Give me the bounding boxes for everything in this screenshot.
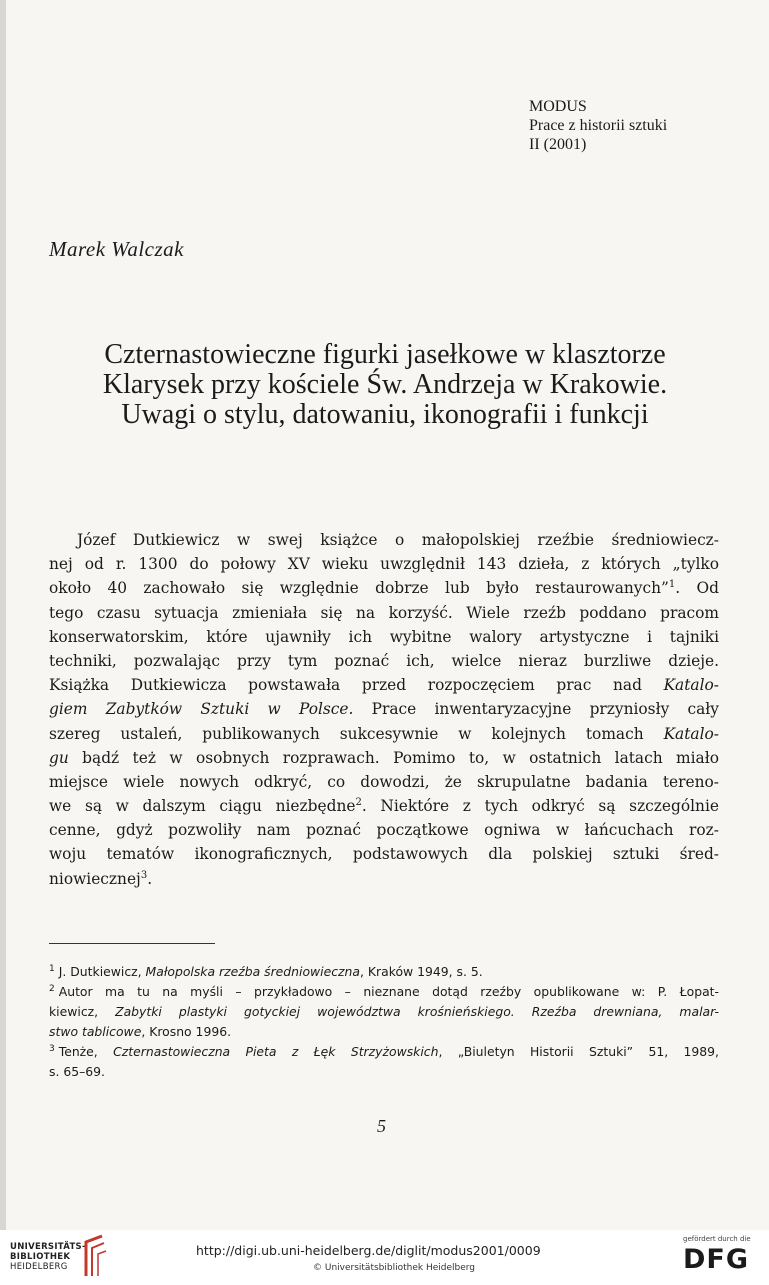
- article-title: [40, 340, 730, 430]
- library-logo[interactable]: [10, 1242, 86, 1272]
- dfg-logo[interactable]: DFG: [683, 1244, 750, 1275]
- library-emblem-icon: [82, 1234, 108, 1278]
- footnote-3-cont: s. 65–69.: [49, 1064, 105, 1079]
- author-name: Marek Walczak: [49, 237, 184, 261]
- journal-volume: II (2001): [529, 136, 587, 153]
- footnote-2-cont: stwo tablicowe, Krosno 1996.: [49, 1024, 232, 1039]
- journal-name: MODUS: [529, 98, 587, 115]
- body-line: gu bądź też w osobnych rozprawach. Pomimo to, w ostatnich latach miało: [49, 748, 719, 767]
- body-line: woju tematów ikonograficznych, podstawowych dla polskiej sztuki śred-: [49, 845, 719, 864]
- body-line: Książka Dutkiewicza powstawała przed rozpoczęciem prac nad Katalo-: [49, 676, 719, 695]
- page-edge: [0, 0, 6, 1230]
- footnote-3: $^3$ Tenże, Czternastowieczna Pieta z Łęk Strzyżowskich, „Biuletyn Historii Sztuki” 51, 1989,: [49, 1043, 719, 1059]
- footnote-ref[interactable]: 3: [140, 869, 148, 881]
- body-line: miejsce wiele nowych odkryć, co dowodzi, że skrupulatne badania tereno-: [49, 772, 719, 791]
- library-name-line-2: BIBLIOTHEK: [10, 1252, 71, 1262]
- page-number: 5: [377, 1116, 386, 1136]
- footnote-2-cont: kiewicz, Zabytki plastyki gotyckiej województwa krośnieńskiego. Rzeźba drewniana, malar-: [49, 1004, 719, 1019]
- funder-label: gefördert durch die: [683, 1235, 751, 1243]
- body-line: niowiecznej$^3$.: [49, 869, 153, 888]
- footnote-ref[interactable]: 1: [668, 579, 676, 591]
- library-name-line-3: HEIDELBERG: [10, 1262, 68, 1272]
- body-line: nej od r. 1300 do połowy XV wieku uwzględnił 143 dzieła, z których „tylko: [49, 555, 719, 574]
- body-line: konserwatorskim, które ujawniły ich wybitne walory artystyczne i tajniki: [49, 627, 719, 646]
- title-line-1: Czternastowieczne figurki jasełkowe w klasztorze: [104, 339, 666, 370]
- body-line: cenne, gdyż pozwoliły nam poznać początkowe ogniwa w łańcuchach roz-: [49, 821, 719, 840]
- body-line: tego czasu sytuacja zmieniała się na korzyść. Wiele rzeźb poddano pracom: [49, 603, 719, 622]
- body-line: szereg ustaleń, publikowanych sukcesywnie w kolejnych tomach Katalo-: [49, 724, 719, 743]
- title-line-3: Uwagi o stylu, datowaniu, ikonografii i funkcji: [121, 399, 649, 430]
- footnote-rule: [49, 943, 215, 944]
- digitization-footer: [0, 1230, 769, 1285]
- library-name-line-1: UNIVERSITÄTS-: [10, 1242, 86, 1252]
- body-paragraph: [49, 528, 719, 891]
- body-line: techniki, pozwalając przy tym poznać ich, wielce nieraz burzliwe dzieje.: [49, 651, 719, 670]
- footnote-ref[interactable]: 2: [355, 796, 362, 808]
- journal-subtitle: Prace z historii sztuki: [529, 117, 668, 134]
- footnotes: [49, 962, 719, 1082]
- journal-header: [529, 97, 749, 154]
- copyright-notice: © Universitätsbibliothek Heidelberg: [313, 1263, 476, 1273]
- body-line: około 40 zachowało się względnie dobrze lub było restaurowanych”$^1$. Od: [49, 579, 719, 598]
- footnote-1: $^1$ J. Dutkiewicz, Małopolska rzeźba średniowieczna, Kraków 1949, s. 5.: [49, 963, 483, 979]
- body-line: giem Zabytków Sztuki w Polsce. Prace inwentaryzacyjne przyniosły cały: [49, 700, 719, 719]
- body-line: we są w dalszym ciągu niezbędne$^2$. Niektóre z tych odkryć są szczególnie: [49, 796, 719, 816]
- footnote-2: $^2$ Autor ma tu na myśli – przykładowo – nieznane dotąd rzeźby opublikowane w: P. Łopat-: [49, 983, 719, 999]
- permalink-url[interactable]: http://digi.ub.uni-heidelberg.de/diglit/modus2001/0009: [196, 1243, 541, 1258]
- body-line: Józef Dutkiewicz w swej książce o małopolskiej rzeźbie średniowiecz-: [77, 531, 719, 549]
- title-line-2: Klarysek przy kościele Św. Andrzeja w Krakowie.: [102, 369, 668, 400]
